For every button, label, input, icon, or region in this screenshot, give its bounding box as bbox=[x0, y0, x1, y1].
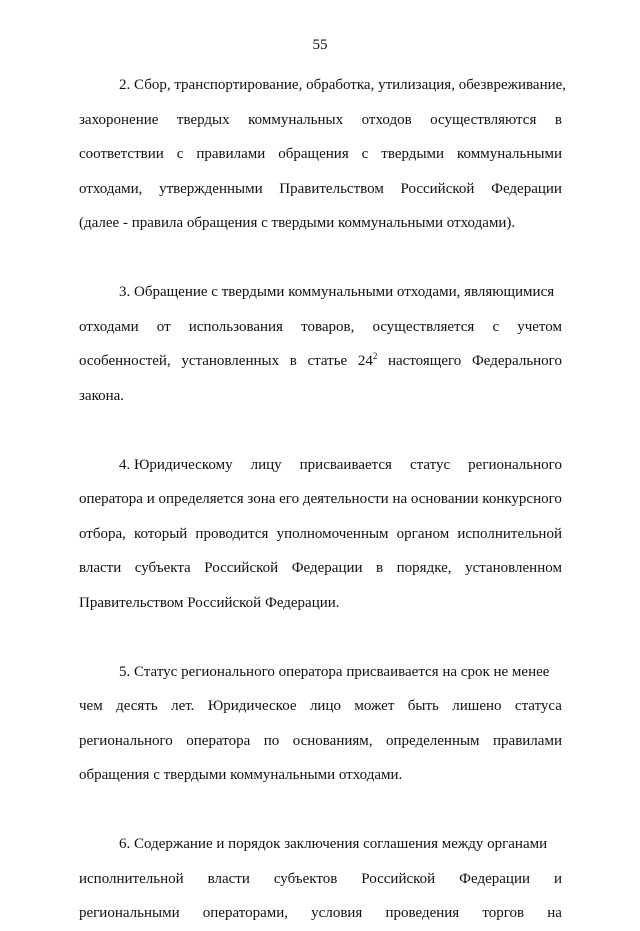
word: субъектов bbox=[273, 870, 338, 887]
paragraph-5 bbox=[79, 655, 562, 793]
word: проведения bbox=[385, 905, 460, 921]
text-line bbox=[79, 517, 562, 552]
word: от bbox=[156, 318, 171, 335]
word: отходов bbox=[361, 111, 412, 128]
word: по bbox=[263, 732, 280, 749]
word: учетом bbox=[517, 318, 562, 335]
text-line bbox=[79, 655, 562, 690]
word: условия bbox=[311, 905, 363, 921]
text-line bbox=[79, 206, 562, 241]
word: Федерального bbox=[471, 353, 562, 369]
word: лицу bbox=[250, 456, 282, 473]
word: оператора и определяется зона его деятельности на основании конкурсного bbox=[79, 491, 562, 507]
word: власти bbox=[207, 870, 250, 887]
text-line bbox=[79, 448, 562, 483]
word: оператора bbox=[186, 732, 251, 749]
word: лицо bbox=[309, 698, 341, 714]
word: правилами bbox=[196, 146, 266, 162]
word: уполномоченным bbox=[276, 525, 389, 542]
word: регионального bbox=[468, 456, 562, 473]
word: коммунальными bbox=[457, 146, 562, 162]
text-line bbox=[79, 827, 562, 862]
word: Федерации bbox=[491, 180, 562, 197]
text-line bbox=[79, 137, 562, 172]
word: с bbox=[176, 146, 184, 162]
word: с bbox=[361, 146, 369, 162]
word: проводится bbox=[195, 525, 269, 542]
word: в bbox=[376, 560, 384, 576]
word: твердых bbox=[176, 111, 230, 128]
text-line bbox=[79, 172, 562, 207]
text-line bbox=[79, 586, 562, 621]
text-line bbox=[79, 344, 562, 379]
word: власти bbox=[79, 560, 122, 576]
word: 2. Сбор, транспортирование, обработка, утилизация, обезвреживание, bbox=[119, 77, 567, 93]
document-body bbox=[79, 68, 567, 931]
word: может bbox=[354, 698, 395, 714]
word: особенностей, bbox=[79, 353, 171, 369]
text-line bbox=[79, 758, 562, 793]
text-line bbox=[79, 275, 562, 310]
word: с bbox=[492, 318, 500, 335]
word: 5. Статус регионального оператора присваивается на срок не менее bbox=[119, 663, 550, 680]
superscript: 2 bbox=[372, 351, 378, 361]
word: захоронение bbox=[79, 111, 159, 128]
paragraph-2 bbox=[79, 68, 567, 241]
word: Юридическое bbox=[207, 698, 297, 714]
word: на bbox=[547, 905, 562, 921]
article-reference bbox=[358, 344, 378, 379]
word: регионального bbox=[79, 732, 173, 749]
word: основаниям, bbox=[292, 732, 373, 749]
word: статуса bbox=[514, 698, 562, 714]
word: использования bbox=[188, 318, 283, 335]
word: лет. bbox=[171, 698, 195, 714]
word: исполнительной bbox=[79, 870, 184, 887]
word: установленных bbox=[181, 353, 280, 369]
word: 24 bbox=[357, 353, 373, 369]
text-line bbox=[79, 103, 562, 138]
word: статье bbox=[307, 353, 348, 369]
word: лишено bbox=[452, 698, 502, 714]
word: настоящего bbox=[387, 353, 462, 369]
text-line bbox=[79, 551, 562, 586]
word: исполнительной bbox=[457, 525, 562, 542]
word: который bbox=[134, 525, 188, 542]
word: чем bbox=[79, 698, 103, 714]
text-line bbox=[79, 724, 562, 759]
word: отходами bbox=[79, 318, 139, 335]
word: порядке, bbox=[396, 560, 452, 576]
page-number: 55 bbox=[312, 37, 328, 53]
word: коммунальных bbox=[248, 111, 344, 128]
paragraph-3 bbox=[79, 275, 562, 413]
word: субъекта bbox=[134, 560, 191, 576]
word: Российской bbox=[361, 870, 436, 887]
word: и bbox=[553, 870, 562, 887]
word: 6. Содержание и порядок заключения соглашения между органами bbox=[119, 836, 548, 852]
word: Правительством bbox=[279, 180, 384, 197]
paragraph-4 bbox=[79, 448, 562, 621]
word: утвержденными bbox=[159, 180, 263, 197]
word: десять bbox=[116, 698, 158, 714]
word: обращения bbox=[278, 146, 349, 162]
text-line bbox=[79, 310, 562, 345]
word: Федерации bbox=[291, 560, 363, 576]
word: твердыми bbox=[381, 146, 445, 162]
word: обращения с твердыми коммунальными отходами. bbox=[79, 767, 403, 783]
word: отбора, bbox=[79, 525, 126, 542]
word: установленном bbox=[465, 560, 562, 576]
word: Российской bbox=[400, 180, 475, 197]
word: торгов bbox=[482, 905, 525, 921]
text-line bbox=[79, 896, 562, 931]
word: в bbox=[289, 353, 297, 369]
word: статус bbox=[409, 456, 451, 473]
word: товаров, bbox=[301, 318, 355, 335]
word: региональными bbox=[79, 905, 180, 921]
word: осуществляется bbox=[372, 318, 475, 335]
text-line bbox=[79, 862, 562, 897]
word: в bbox=[554, 111, 562, 128]
word: соответствии bbox=[79, 146, 164, 162]
text-line bbox=[79, 482, 562, 517]
word: органом bbox=[396, 525, 450, 542]
word: 3. Обращение с твердыми коммунальными отходами, являющимися bbox=[119, 284, 555, 300]
word: Российской bbox=[204, 560, 279, 576]
word: определенным bbox=[386, 732, 480, 749]
word: операторами, bbox=[202, 905, 289, 921]
word: осуществляются bbox=[430, 111, 537, 128]
word: (далее - правила обращения с твердыми коммунальными отходами). bbox=[79, 215, 516, 231]
word: присваивается bbox=[299, 456, 392, 473]
word: правилами bbox=[493, 732, 562, 749]
text-line bbox=[79, 68, 567, 103]
word: Правительством Российской Федерации. bbox=[79, 594, 340, 611]
text-line bbox=[79, 689, 562, 724]
word: быть bbox=[407, 698, 439, 714]
word: закона. bbox=[79, 387, 125, 404]
paragraph-6 bbox=[79, 827, 562, 931]
word: Федерации bbox=[459, 870, 530, 887]
word: 4. Юридическому bbox=[119, 456, 233, 473]
text-line bbox=[79, 379, 562, 414]
word: отходами, bbox=[79, 180, 143, 197]
